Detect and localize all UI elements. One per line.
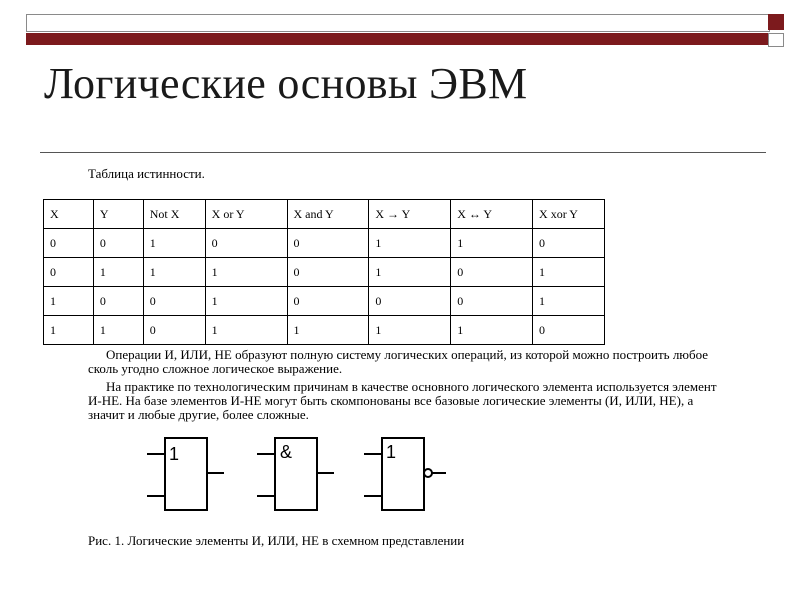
table-cell: 1 [533,258,605,287]
table-header-cell: Not X [143,200,205,229]
table-header-cell: Y [93,200,143,229]
table-cell: 0 [451,287,533,316]
table-cell: 0 [143,316,205,345]
table-header-cell: X → Y [369,200,451,229]
table-cell: 1 [369,316,451,345]
table-cell: 0 [93,229,143,258]
table-cell: 0 [451,258,533,287]
table-cell: 0 [205,229,287,258]
paragraph-nand-text: На практике по технологическим причинам в качестве основного логического элемента используется элемент И-НЕ. На базе элементов И-НЕ могут быть скомпонованы все базовые логические элементы (И, ИЛИ, НЕ), а значит и любые другие, более сложные. [88,379,717,422]
table-cell: 1 [205,316,287,345]
table-header-cell: X xor Y [533,200,605,229]
table-cell: 1 [205,258,287,287]
table-cell: 1 [369,229,451,258]
table-cell: 1 [451,316,533,345]
table-header-row [44,200,605,229]
table-cell: 1 [533,287,605,316]
table-header-cell: X ↔ Y [451,200,533,229]
gate-symbol-label: 1 [169,444,180,464]
table-cell: 1 [369,258,451,287]
header-accent-bar [26,33,768,45]
figure-caption: Рис. 1. Логические элементы И, ИЛИ, НЕ в схемном представлении [88,533,465,548]
not-gate-symbol [364,438,446,510]
table-cell: 1 [93,258,143,287]
table-row [44,287,605,316]
table-row [44,258,605,287]
paragraph-operations [88,348,718,376]
table-cell: 0 [44,229,94,258]
table-caption: Таблица истинности. [88,166,205,181]
paragraph-operations-text: Операции И, ИЛИ, НЕ образуют полную систему логических операций, из которой можно построить любое сколь угодно сложное логическое выражение. [88,347,709,376]
table-cell: 1 [287,316,369,345]
logic-gates-figure [140,432,460,514]
gate-symbol-label: & [280,442,293,462]
table-cell: 0 [287,229,369,258]
and-gate-symbol [257,438,334,510]
table-header-cell: X or Y [205,200,287,229]
table-cell: 1 [143,258,205,287]
table-cell: 0 [369,287,451,316]
table-cell: 1 [44,316,94,345]
slide-title: Логические основы ЭВМ [44,59,528,108]
title-divider [40,152,766,153]
table-row [44,229,605,258]
inversion-bubble-icon [424,469,432,477]
table-cell: 1 [93,316,143,345]
table-cell: 0 [93,287,143,316]
header-frame-square [768,33,784,47]
table-cell: 1 [451,229,533,258]
table-cell: 0 [533,316,605,345]
gate-symbol-label: 1 [386,442,397,462]
table-cell: 0 [533,229,605,258]
table-row [44,316,605,345]
table-header-cell: X and Y [287,200,369,229]
or-gate-symbol [147,438,224,510]
table-cell: 0 [287,258,369,287]
table-cell: 0 [143,287,205,316]
table-cell: 1 [44,287,94,316]
table-cell: 1 [205,287,287,316]
header-accent-square [768,14,784,30]
table-header-cell: X [44,200,94,229]
table-cell: 0 [44,258,94,287]
table-cell: 0 [287,287,369,316]
header-frame [26,14,770,32]
paragraph-nand [88,380,718,422]
truth-table [43,199,605,345]
table-cell: 1 [143,229,205,258]
